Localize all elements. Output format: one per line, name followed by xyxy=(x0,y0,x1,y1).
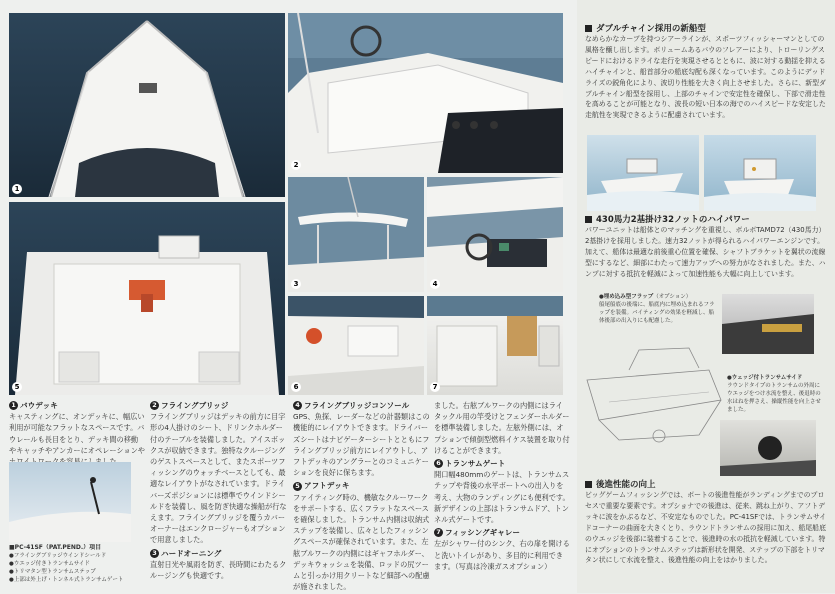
hull-section xyxy=(585,22,829,134)
photo-wedge xyxy=(720,420,816,476)
section-title: 430馬力2基掛け32ノットのハイパワー xyxy=(596,215,750,225)
photo-number: 6 xyxy=(291,382,301,392)
photo-aft-deck xyxy=(9,202,285,395)
section-text: なめらかなカーブを持つシアーラインが、スポーツフィッシャーマンとしての風格を醸し出します。ボリュームあるバウのフレアーにより、トローリングスピードにおけるドライな走行を実現させるとともに、波に対する動揺を抑えるハイチャインと、船首部分の船底勾配も深くなっています。このようにデッドライズの鋭角化により、波切り性能を大きく向上させました。さらに、新型ダブルチャイン船型を採用し、上部のチャインで安定性を確保し、下部で滑走性を高めることが可能となり、波長の短い日本の海でのハイスピードな安定した走航性を実現できるように配慮されています。 xyxy=(585,35,826,120)
section-text: キャスティングに、オンデッキに、幅広い利用が可能なフラットなスペースです。バウレールも長目をとり、デッキ間の移動やキャッチやアンカーにオペレーションや xyxy=(9,412,145,455)
section-number: 5 xyxy=(293,482,302,491)
col-2 xyxy=(150,400,288,583)
label-option: （オプション） xyxy=(653,294,692,300)
section-text: フライングブリッジはデッキの前方に目字形の4人掛けのシート、ドリンクホルダー付のテーブルを装備しました。アイスボックスが収納できます。独特なクルージングのゲストスペースとして、またスポーツフィッシングのウォッチベースとしても、最適なレイアウトがなされています。ドライバーズポジションには標準でウインドシールドを装備し、風を防ぎ快適な操船が行なえます。フライングブリッジを覆うカバーオーナーはエンクロージャーもオプションで用意しました。 xyxy=(150,412,287,545)
col-3 xyxy=(293,400,430,594)
section-title: ダブルチャイン採用の新船型 xyxy=(596,24,706,34)
inset-item: ●上部は外上げ・トンネル式トランサムゲート xyxy=(9,577,124,583)
section-number: 7 xyxy=(434,528,443,537)
section-text: GPS、魚探、レーダーなどの計器類はこの機能的にレイアウトできます。ドライバーズシートはナビゲーターシートとともにフライングブリッジ前方にレイアウトし、アフトデッキのアングラーとのコミュニケーションを良好に保ちます。 xyxy=(293,412,430,478)
section-text: 開口幅480mmのゲートは、トランサムステップや背後の水平ボートへの出入りを考え、大物のランディングにも便利です。新デザインの上部はトランサムドア、トンネル式ゲートです。 xyxy=(434,470,570,525)
reverse-section xyxy=(585,478,829,590)
inset-item: ●フライングブリッジウインドシールド xyxy=(9,553,107,559)
section-text: 直射日光や風雨を防ぎ、長時間にわたるクルージングも快適です。 xyxy=(150,559,287,581)
photo-flying-bridge xyxy=(288,13,563,173)
inset-photo xyxy=(9,462,131,542)
photo-hard-awning xyxy=(288,177,424,292)
section-title: アフトデッキ xyxy=(304,481,350,491)
section-number: 4 xyxy=(293,401,302,410)
section-text: パワーユニットは船体とのマッチングを重視し、ボルボTAMD72（430馬力）2基掛けを採用しました。速力32ノットが得られるハイパワーエンジンです。加えて、船体は最適な前後重心位置を確保、シャフトブラケットを翼状の流線型にするなど、細部にわたって速力アップへの努力がなされました。また、ハンプに対する抵抗を軽減によって加速性能も大幅に向上しています。 xyxy=(585,226,826,278)
inset-item: ●ウエッジ付きトランサムサイド xyxy=(9,561,90,567)
section-text: ビッグゲームフィッシングでは、ボートの後進性能がランディングまでのプロセスで重要な要素です。オプショナでの後進は、従来、跳ね上がり、アフトデッキに波をかぶるなど、不安定なものでした。PC-41SFでは、トランサムサイドコーナーの曲面を大きくとり、ラウンドトランサムの採用に加え、船尾船底のウエッジを後部に装着することで、後進時の水の抵抗を軽減しています。特にオプションのトランサムステップは新形状を開発、ステップの下部をトリマタン状にして水流を整え、後進性能の向上をはかりました。 xyxy=(585,491,827,565)
photo-number: 3 xyxy=(291,279,301,289)
section-number: 3 xyxy=(150,549,159,558)
section-text: ファイティング時の、機敏なクルーワークをサポートする、広くフラットなスペースを確保しました。トランサム内側は収納式ステップを装備し、広々としたフィッシングスペースが確保されています。また、左舷ブルワークの内側にはギャフホルダー、デッキウォッシュを装備、ロッドの尻ツームと引っかけ用クリートなど細部への配慮が施されました。 xyxy=(293,492,430,592)
inset-item: ●トリマタン型トランサムステップ xyxy=(9,569,96,575)
section-title: バウデッキ xyxy=(20,401,58,410)
section-text-continued: ました。右舷ブルワークの内側にはライタックル用の竿受けとフェンダーホルダーを標準装備しました。左舷外側には、オプションで傾倒型燃料イケス装置を取り付けることができます。 xyxy=(434,401,570,455)
section-number: 2 xyxy=(150,401,159,410)
section-number: 1 xyxy=(9,401,18,410)
photo-transom-gate xyxy=(288,296,424,395)
section-title: フライングブリッジコンソール xyxy=(304,401,410,410)
section-bow-deck xyxy=(9,400,145,469)
section-title: 後進性能の向上 xyxy=(596,480,656,490)
section-title: トランサムゲート xyxy=(445,459,506,469)
photo-number: 7 xyxy=(430,382,440,392)
photo-flap xyxy=(722,294,814,354)
flap-label xyxy=(599,293,719,333)
label-text: ラウンドタイプのトランサムの外周にウエッジをつけ水流を整え、後退時の水はねを押さえ、操縦性能を向上させました。 xyxy=(727,383,821,413)
section-title: ハードオーニング xyxy=(161,548,222,558)
section-title: フィッシングギャレー xyxy=(445,528,520,538)
label-text: 船尾船底の後端に、船底内に埋め込まれるフラップを装備。バイティングの効果を軽減し、船体後部の出入りにも配慮した。 xyxy=(599,302,715,324)
col-4 xyxy=(434,400,570,574)
section-title: フライングブリッジ xyxy=(161,401,229,410)
inset-caption xyxy=(9,544,147,590)
photo-number: 5 xyxy=(12,382,22,392)
inset-caption-title: ■PC-41SF（PAT.PEND.）項目 xyxy=(9,544,102,551)
section-text: 左がシャワー付のシンク、右の扉を開けると洗いトイレがあり、多目的に利用できます。（写真は冷凍ガスオプション） xyxy=(434,539,570,571)
photo-number: 4 xyxy=(430,279,440,289)
photo-fishing-galley xyxy=(427,296,563,395)
power-section xyxy=(585,213,829,291)
photo-bow-deck xyxy=(9,13,285,197)
photo-boat-running-1 xyxy=(587,135,699,211)
wedge-label xyxy=(727,374,823,416)
photo-number: 2 xyxy=(291,160,301,170)
hull-diagram xyxy=(579,340,729,450)
photo-number: 1 xyxy=(12,184,22,194)
photo-bridge-console xyxy=(427,177,563,292)
section-number: 6 xyxy=(434,459,443,468)
label-title: ●ウェッジ付トランサムサイド xyxy=(727,375,803,381)
photo-boat-running-2 xyxy=(704,135,816,211)
right-panel xyxy=(577,0,835,593)
label-title: ●埋め込み型フラップ xyxy=(599,294,654,300)
